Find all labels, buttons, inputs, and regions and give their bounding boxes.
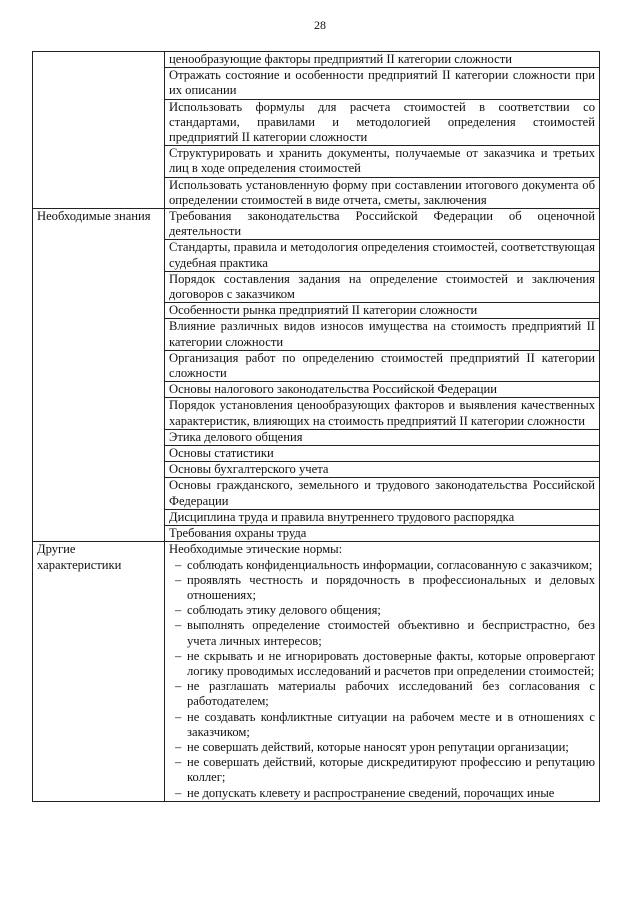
- list-item: – проявлять честность и порядочность в профессиональных и деловых отношениях;: [169, 573, 595, 603]
- list-item: – выполнять определение стоимостей объективно и беспристрастно, без учета личных интересов;: [169, 618, 595, 648]
- skill-item: Использовать установленную форму при составлении итогового документа об определении стоимостей в виде отчета, сметы, заключения: [165, 177, 600, 208]
- knowledge-label: Необходимые знания: [33, 209, 165, 542]
- requirements-table: [32, 51, 600, 802]
- ethics-intro: Необходимые этические нормы:: [169, 542, 343, 557]
- knowledge-item: Этика делового общения: [165, 429, 600, 445]
- knowledge-item: Основы статистики: [165, 446, 600, 462]
- list-item: – не совершать действий, которые наносят урон репутации организации;: [169, 740, 595, 755]
- list-item: – не создавать конфликтные ситуации на рабочем месте и в отношениях с заказчиком;: [169, 710, 595, 740]
- list-item: – не разглашать материалы рабочих исследований без согласования с работодателем;: [169, 679, 595, 709]
- skill-item: Отражать состояние и особенности предприятий II категории сложности при их описании: [165, 68, 600, 99]
- knowledge-item: Основы налогового законодательства Российской Федерации: [165, 382, 600, 398]
- knowledge-item: Основы гражданского, земельного и трудового законодательства Российской Федерации: [165, 478, 600, 509]
- skill-item: Использовать формулы для расчета стоимостей в соответствии со стандартами, правилами и методологией определения стоимостей предприятий II категории сложности: [165, 99, 600, 146]
- skills-label-cell: [33, 52, 165, 209]
- other-label: Другие характеристики: [33, 542, 165, 801]
- table-row: [33, 542, 600, 801]
- list-item: – не совершать действий, которые дискредитируют профессию и репутацию коллег;: [169, 755, 595, 785]
- ethics-list: [169, 558, 595, 801]
- page-number: 28: [314, 18, 326, 32]
- table-row: [33, 209, 600, 240]
- list-item: – соблюдать этику делового общения;: [169, 603, 595, 618]
- knowledge-item: Порядок установления ценообразующих факторов и выявления качественных характеристик, влияющих на стоимость предприятий II категории сложности: [165, 398, 600, 429]
- knowledge-item: Влияние различных видов износов имущества на стоимость предприятий II категории сложности: [165, 319, 600, 350]
- list-item: – соблюдать конфиденциальность информации, согласованную с заказчиком;: [169, 558, 595, 573]
- table-row: [33, 52, 600, 68]
- knowledge-item: Основы бухгалтерского учета: [165, 462, 600, 478]
- knowledge-item: Организация работ по определению стоимостей предприятий II категории сложности: [165, 350, 600, 381]
- skill-item: Структурировать и хранить документы, получаемые от заказчика и третьих лиц в ходе определения стоимостей: [165, 146, 600, 177]
- skill-item: ценообразующие факторы предприятий II категории сложности: [165, 52, 600, 68]
- list-item: – не допускать клевету и распространение сведений, порочащих иные: [169, 786, 595, 801]
- knowledge-item: Требования охраны труда: [165, 526, 600, 542]
- knowledge-item: Дисциплина труда и правила внутреннего трудового распорядка: [165, 509, 600, 525]
- knowledge-item: Особенности рынка предприятий II категории сложности: [165, 303, 600, 319]
- knowledge-item: Требования законодательства Российской Федерации об оценочной деятельности: [165, 209, 600, 240]
- knowledge-item: Стандарты, правила и методология определения стоимостей, соответствующая судебная практика: [165, 240, 600, 271]
- list-item: – не скрывать и не игнорировать достоверные факты, которые опровергают логику проводимых исследований и расчетов при определении стоимостей;: [169, 649, 595, 679]
- other-characteristics-cell: [165, 542, 600, 801]
- knowledge-item: Порядок составления задания на определение стоимостей и заключения договоров с заказчиком: [165, 271, 600, 302]
